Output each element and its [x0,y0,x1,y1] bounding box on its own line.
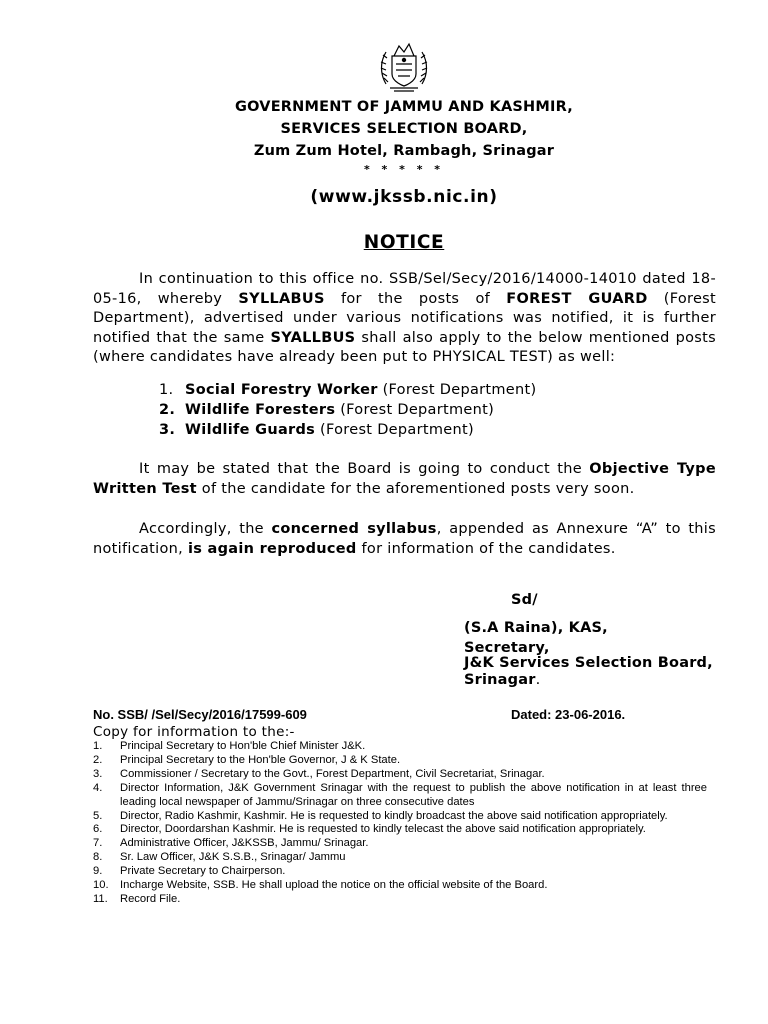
list-item: 3. Commissioner / Secretary to the Govt., Forest Department, Civil Secretariat, Srinagar. [93,767,545,780]
list-item: 1. Principal Secretary to Hon'ble Chief Minister J&K. [93,740,366,752]
post-item: 1. Social Forestry Worker (Forest Department) [159,382,537,398]
reference-date: Dated: 23-06-2016. [511,707,626,722]
paragraph-continuation: In continuation to this office no. SSB/Sel/Secy/2016/14000-14010 dated 18-05-16, whereby SYLLABUS for the posts of FOREST GUARD (Forest Department), advertised under various notifications was notified, it is further notified that the same SYALLBUS shall also apply to the below mentioned posts (where candidates have already been put to PHYSICAL TEST) as well: [93,271,717,365]
copy-list [93,740,707,907]
post-item: 2. Wildlife Foresters (Forest Department) [159,402,495,418]
signature-sd: Sd/ [511,592,538,608]
state-emblem-icon [376,40,432,94]
header-board: SERVICES SELECTION BOARD, [280,121,528,137]
signatory-name: (S.A Raina), KAS, [464,620,608,636]
post-item: 3. Wildlife Guards (Forest Department) [159,422,474,438]
header-stars: * * * * * [363,163,445,176]
list-item: 6. Director, Doordarshan Kashmir. He is requested to kindly telecast the above said notification appropriately. [93,823,646,836]
paragraph-syllabus: Accordingly, the concerned syllabus, appended as Annexure “A” to this notification, is again reproduced for information of the candidates. [93,521,716,557]
posts-list [159,380,536,440]
list-item: 10. Incharge Website, SSB. He shall upload the notice on the official website of the Board. [93,879,548,892]
list-item: 7. Administrative Officer, J&KSSB, Jammu/ Srinagar. [93,837,369,850]
list-item: 11. Record File. [93,892,181,905]
header-address: Zum Zum Hotel, Rambagh, Srinagar [253,143,555,159]
paragraph-test: It may be stated that the Board is going to conduct the Objective Type Written Test of the candidate for the aforementioned posts very soon. [93,461,716,497]
list-item: 8. Sr. Law Officer, J&K S.S.B., Srinagar/ Jammu [93,851,346,864]
signatory-organisation: J&K Services Selection Board, [464,655,713,671]
header-government: GOVERNMENT OF JAMMU AND KASHMIR, [235,99,573,115]
notice-title: NOTICE [363,232,445,253]
list-item: 4. Director Information, J&K Government Srinagar with the request to publish the above notification in at least three leading local newspaper of Jammu/Srinagar on three consecutive dates [93,781,707,808]
list-item: 9. Private Secretary to Chairperson. [93,865,286,878]
list-item: 2. Principal Secretary to the Hon'ble Governor, J & K State. [93,753,401,766]
signatory-designation: Secretary, [464,640,550,656]
reference-number: No. SSB/ /Sel/Secy/2016/17599-609 [93,707,307,722]
signatory-place: Srinagar. [464,672,541,688]
copy-heading: Copy for information to the:- [93,724,295,740]
list-item: 5. Director, Radio Kashmir, Kashmir. He is requested to kindly broadcast the above said notification appropriately. [93,809,668,822]
header-website: (www.jkssb.nic.in) [310,187,498,207]
